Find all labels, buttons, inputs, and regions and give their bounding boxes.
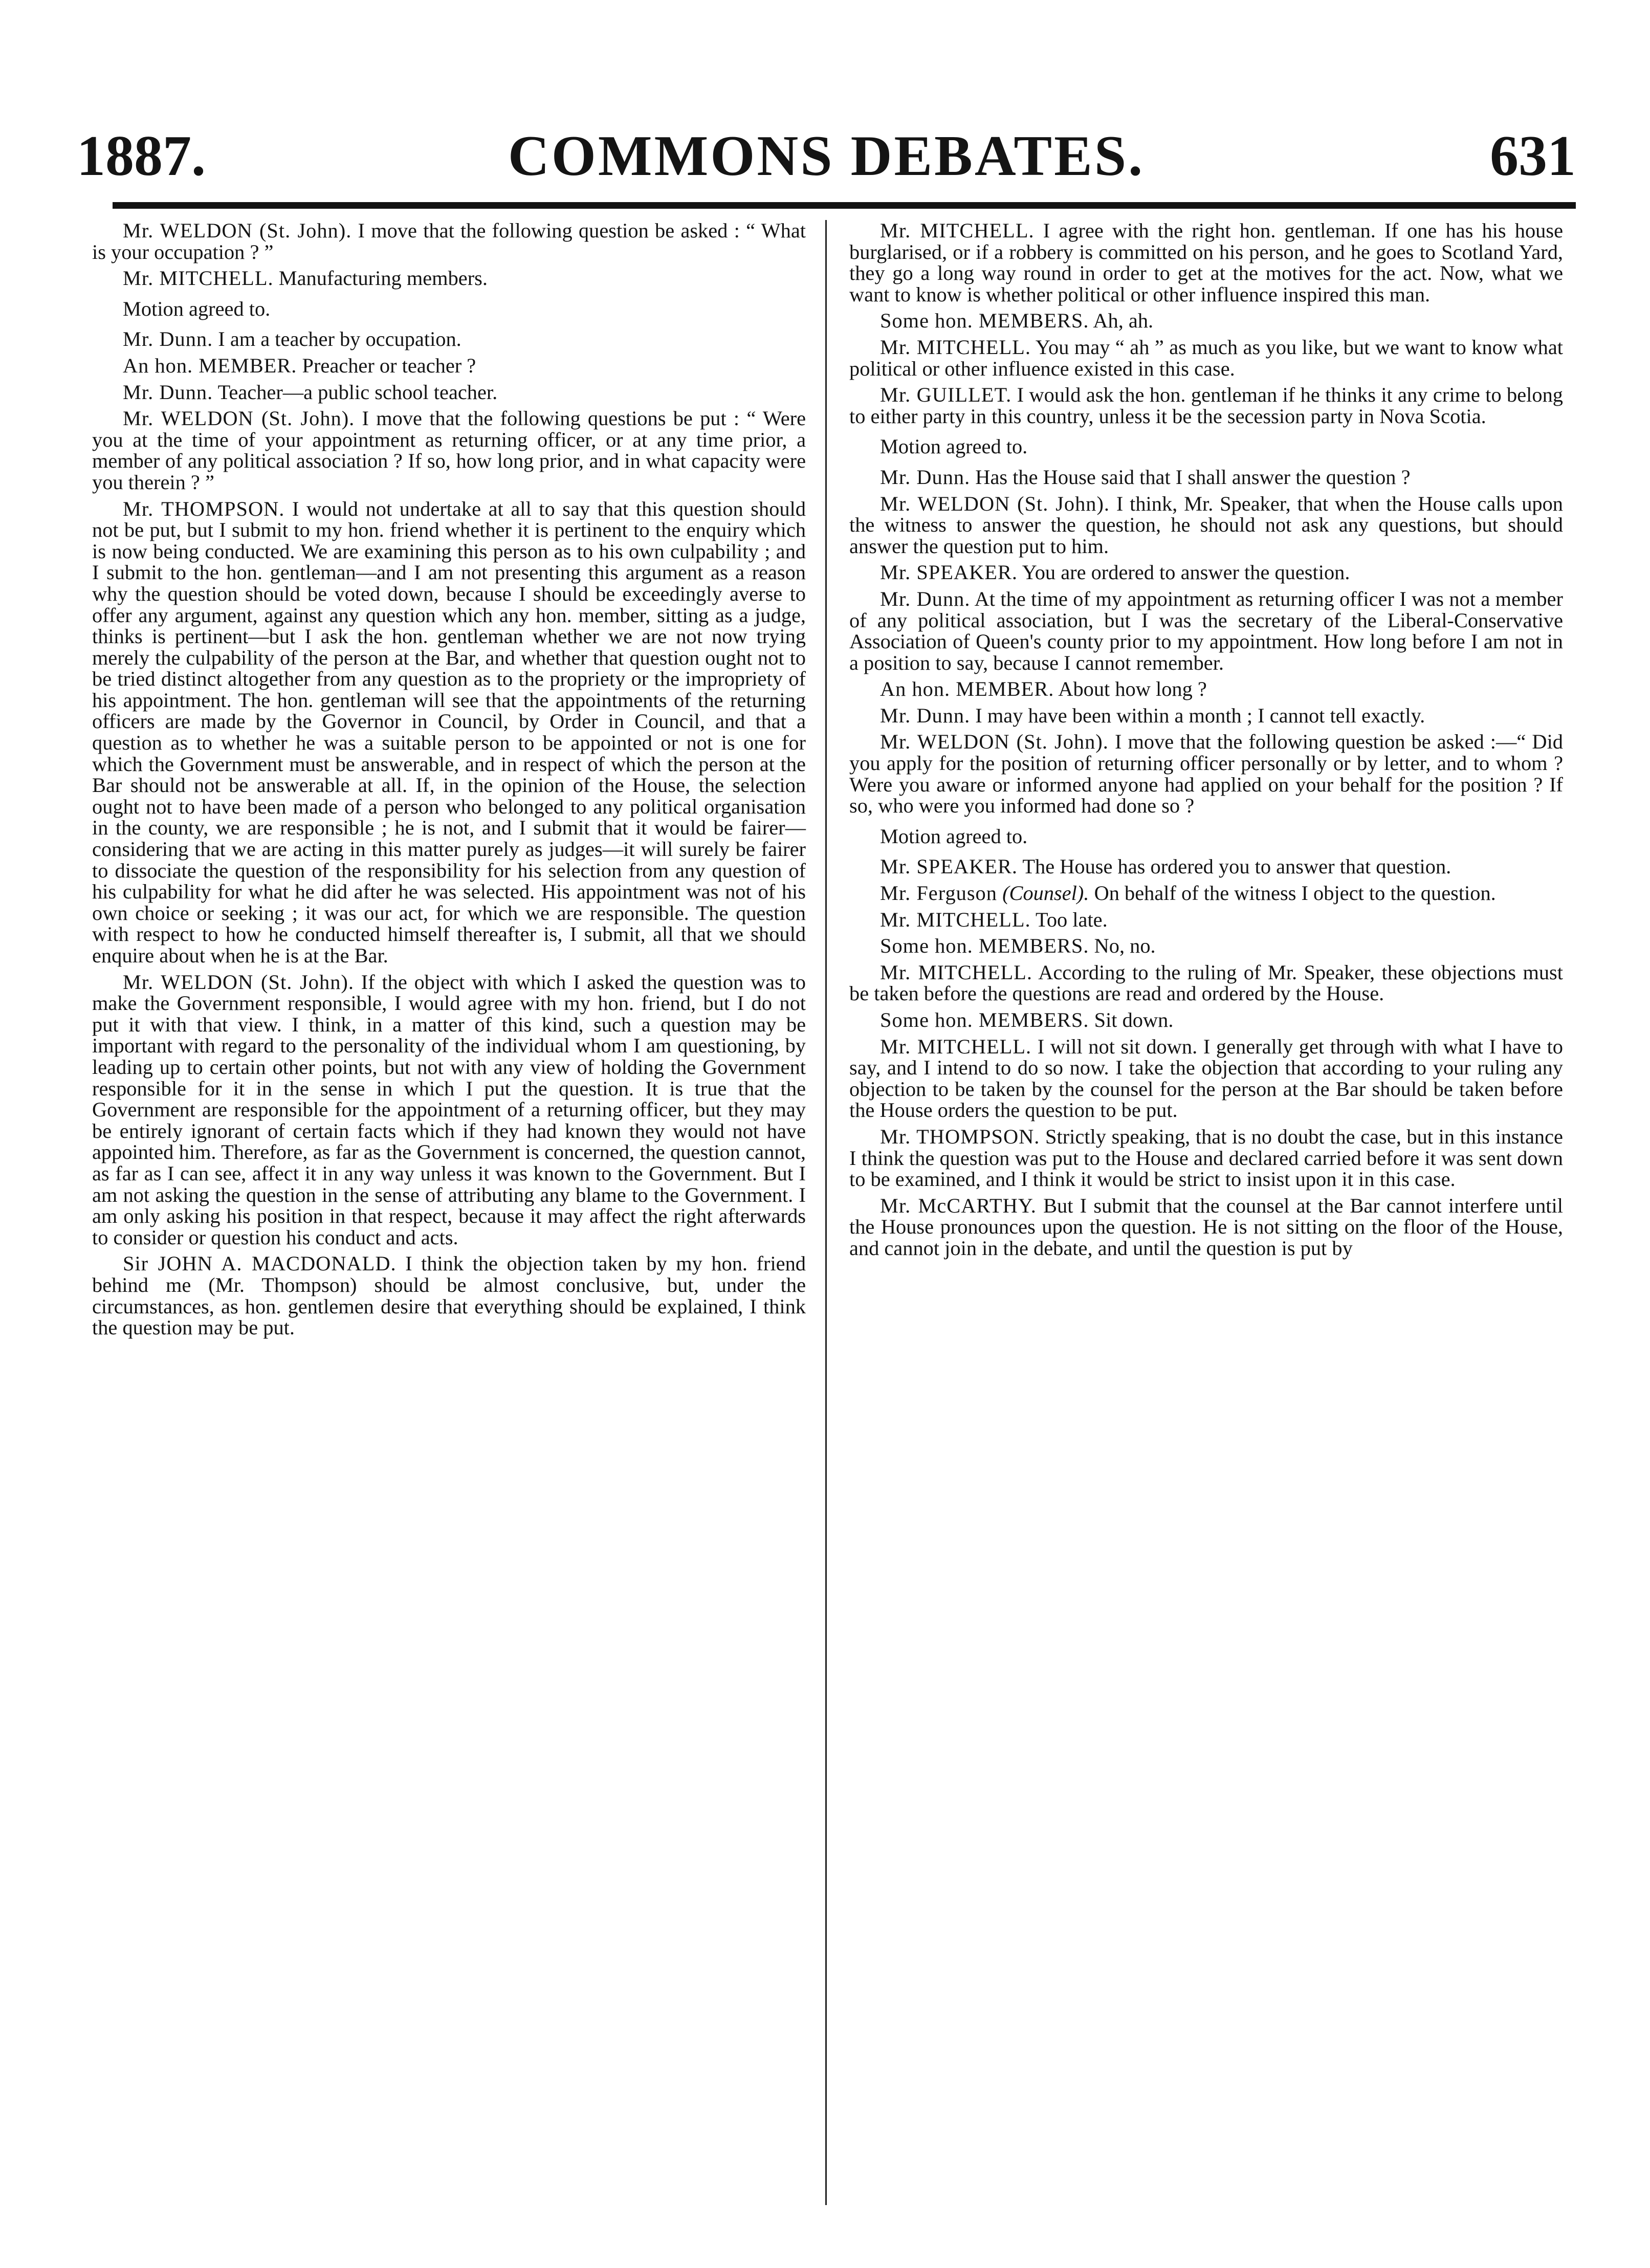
speech-text: You may “ ah ” as much as you like, but we want to know what political or other influence existed in this case. <box>849 335 1563 380</box>
debate-paragraph <box>92 498 806 966</box>
debate-paragraph <box>849 935 1563 957</box>
debate-paragraph <box>849 310 1563 332</box>
speech-text: The House has ordered you to answer that question. <box>1022 855 1451 878</box>
speaker-name: Sir JOHN A. MACDONALD. <box>123 1252 397 1275</box>
debate-paragraph <box>92 268 806 289</box>
debate-paragraph <box>849 1195 1563 1259</box>
speech-text: Motion agreed to. <box>123 297 271 320</box>
header-page-number: 631 <box>1490 124 1576 188</box>
speech-text: Motion agreed to. <box>880 435 1028 458</box>
speech-text: I think the objection taken by my hon. friend behind me (Mr. Thompson) should be almost conclusive, but, under the circumstances, as hon. gentlemen desire that everything should be explained, I think the question may be put. <box>92 1252 806 1339</box>
speaker-name: Mr. SPEAKER. <box>880 561 1018 584</box>
speech-text: Motion agreed to. <box>880 824 1028 848</box>
speaker-name: Mr. MITCHELL. <box>880 908 1031 931</box>
speaker-name: Mr. Dunn. <box>123 380 213 404</box>
left-column <box>92 220 806 1344</box>
speech-text: On behalf of the witness I object to the question. <box>1094 882 1496 905</box>
speech-text: According to the ruling of Mr. Speaker, these objections must be taken before the questions are read and ordered by the House. <box>849 960 1564 1005</box>
speaker-name: Mr. WELDON (St. John). <box>880 492 1110 515</box>
speaker-name: Mr. WELDON (St. John). <box>123 219 352 242</box>
speech-text: Preacher or teacher ? <box>302 354 476 377</box>
debate-paragraph <box>849 493 1563 557</box>
speech-text: I am a teacher by occupation. <box>218 327 461 351</box>
column-divider <box>825 220 827 2205</box>
speaker-name: Mr. WELDON (St. John). <box>123 970 354 994</box>
speaker-name: Mr. MITCHELL. <box>880 335 1031 359</box>
debate-paragraph <box>92 1253 806 1338</box>
speech-text: I will not sit down. I generally get through with what I have to say, and I intend to do so now. I take the objection that according to your ruling any objection to be taken by the counsel for the person at the Bar should be taken before the House orders the question to be put. <box>849 1034 1563 1122</box>
debate-paragraph <box>849 856 1563 877</box>
speaker-note: (Counsel). <box>1002 882 1089 905</box>
debate-paragraph <box>849 467 1563 488</box>
debate-paragraph <box>849 883 1563 904</box>
speech-text: I move that the following questions be put : “ Were you at the time of your appointment as returning officer, or at any time prior, a member of any political association ? If so, how long prior, and in what capacity were you therein ? ” <box>92 407 806 494</box>
speaker-name: Mr. Dunn. <box>880 703 971 727</box>
debate-paragraph <box>849 588 1563 673</box>
speaker-name: Mr. McCARTHY. <box>880 1194 1037 1217</box>
debate-paragraph <box>849 705 1563 726</box>
speech-text: I agree with the right hon. gentleman. If one has his house burglarised, or if a robbery is committed on his person, and he goes to Scotland Yard, they go a long way round in order to get at the motives for the act. Now, what we want to know is whether political or other influence inspired this man. <box>849 219 1564 306</box>
speech-text: I may have been within a month ; I cannot tell exactly. <box>975 703 1425 727</box>
speech-text: Sit down. <box>1094 1008 1174 1031</box>
header-year: 1887. <box>77 124 206 188</box>
speech-text: I move that the following question be asked : “ What is your occupation ? ” <box>92 219 806 263</box>
speech-text: Too late. <box>1035 908 1108 931</box>
speaker-name: Mr. THOMPSON. <box>880 1125 1040 1148</box>
speech-text: I would not undertake at all to say that this question should not be put, but I submit to my hon. friend whether it is pertinent to the enquiry which is now being conducted. We are examining this person as to his own culpability ; and I submit to the hon. gentleman—and I am not presenting this argument as a reason why the question should be voted down, because I should be exceedingly averse to offer any argument, against any question which any hon. member, sitting as a judge, thinks is pertinent—but I ask the hon. gentleman whether we are not now trying merely the culpability of the person at the Bar, and whether that question ought not to be tried distinct altogether from any question as to the propriety or the impropriety of his appointment. The hon. gentleman will see that the appointments of the returning officers are made by the Governor in Council, by Order in Council, and that a question as to whether he was a suitable person to be appointed or not is one for which the Government must be answerable, and in respect of which the person at the Bar should not be answerable at all. If, in the opinion of the House, the selection ought not to have been made of a person who belonged to any political organisation in the county, we are responsible ; he is not, and I submit that it would be fairer—considering that we are acting in this matter purely as judges—it will surely be fairer to dissociate the question of the responsibility for his selection from any question of his culpability for what he did after he was selected. His appointment was not of his own choice or seeking ; it was our act, for which we are responsible. The question with respect to how he conducted himself thereafter is, I submit, all that we should enquire about when he is at the Bar. <box>92 497 806 967</box>
speaker-name: Mr. Dunn. <box>880 465 971 489</box>
debate-paragraph <box>849 1009 1563 1031</box>
speaker-name: Mr. MITCHELL. <box>123 267 274 290</box>
debate-paragraph <box>849 337 1563 379</box>
speech-text: I would ask the hon. gentleman if he thinks it any crime to belong to either party in this country, unless it be the secession party in Nova Scotia. <box>849 383 1563 428</box>
debate-paragraph <box>849 731 1563 816</box>
speaker-name: Mr. MITCHELL. <box>880 960 1032 984</box>
speech-text: Strictly speaking, that is no doubt the case, but in this instance I think the question was put to the House and declared carried before it was sent down to be examined, and I think it would be strict to insist upon it in this case. <box>849 1125 1563 1191</box>
speaker-name: Mr. SPEAKER. <box>880 855 1018 878</box>
debate-paragraph <box>849 678 1563 700</box>
speaker-name: Mr. THOMPSON. <box>123 497 285 520</box>
debate-paragraph <box>849 962 1563 1004</box>
right-column <box>849 220 1563 1264</box>
speech-text: I move that the following question be asked :—“ Did you apply for the position of returning officer personally or by letter, and to whom ? Were you aware or informed anyone had applied on your behalf for the position ? If so, who were you informed had done so ? <box>849 730 1563 818</box>
debate-paragraph <box>849 562 1563 583</box>
debate-paragraph <box>92 382 806 403</box>
debate-paragraph <box>92 355 806 377</box>
speaker-name: Some hon. MEMBERS. <box>880 1008 1089 1031</box>
debate-paragraph <box>92 328 806 350</box>
speaker-name: Some hon. MEMBERS. <box>880 309 1089 333</box>
speech-text: No, no. <box>1094 934 1156 958</box>
speech-text: At the time of my appointment as returning officer I was not a member of any political association, but I was the secretary of the Liberal-Conservative Association of Queen's county prior to my appointment. How long before I am not in a position to say, because I cannot remember. <box>849 587 1563 674</box>
speech-text: Manufacturing members. <box>278 267 488 290</box>
speaker-name: An hon. MEMBER. <box>880 677 1054 701</box>
speech-text: Has the House said that I shall answer the question ? <box>975 465 1411 489</box>
debate-paragraph <box>92 220 806 262</box>
speech-text: About how long ? <box>1058 677 1207 701</box>
speech-text: You are ordered to answer the question. <box>1022 561 1350 584</box>
debate-paragraph <box>92 972 806 1248</box>
speaker-name: Mr. MITCHELL. <box>880 1034 1032 1058</box>
page-header <box>77 118 1576 194</box>
speaker-name: Some hon. MEMBERS. <box>880 934 1089 958</box>
debate-paragraph <box>92 408 806 493</box>
speech-text: Teacher—a public school teacher. <box>217 380 498 404</box>
debate-paragraph <box>849 436 1563 457</box>
debate-paragraph <box>849 384 1563 427</box>
speech-text: I think, Mr. Speaker, that when the House calls upon the witness to answer the question, he should not ask any questions, but should answer the question put to him. <box>849 492 1564 558</box>
debate-paragraph <box>849 1036 1563 1121</box>
debate-paragraph <box>849 909 1563 931</box>
speaker-name: Mr. Dunn. <box>123 327 213 351</box>
debate-paragraph <box>92 298 806 320</box>
header-title: COMMONS DEBATES. <box>508 124 1145 188</box>
speech-text: If the object with which I asked the question was to make the Government responsible, I would agree with my hon. friend, but I do not put it with that view. I think, in a matter of this kind, such a question may be important with regard to the personality of the individual whom I am questioning, by leading up to certain other points, but not with any view of holding the Government responsible for it in the sense in which I put the question. It is true that the Government are responsible for the appointment of a returning officer, but they may be entirely ignorant of certain facts which if they had known they would not have appointed him. Therefore, as far as the Government is concerned, the question cannot, as far as I can see, affect it in any way unless it was known to the Government. But I am not asking the question in the sense of attributing any blame to the Government. I am only asking his position in that respect, because it may affect the right afterwards to consider or question his conduct and acts. <box>92 970 806 1249</box>
debate-paragraph <box>849 1126 1563 1190</box>
debate-paragraph <box>849 826 1563 847</box>
debate-paragraph <box>849 220 1563 305</box>
speech-text: Ah, ah. <box>1093 309 1154 333</box>
speaker-name: Mr. Dunn. <box>880 587 971 610</box>
speaker-name: Mr. WELDON (St. John). <box>880 730 1109 754</box>
header-rule <box>113 202 1576 209</box>
speaker-name: Mr. GUILLET. <box>880 383 1012 407</box>
speech-text: But I submit that the counsel at the Bar cannot interfere until the House pronounces upon the question. He is not sitting on the floor of the House, and cannot join in the debate, and until the question is put by <box>849 1194 1563 1260</box>
speaker-name: Mr. WELDON (St. John). <box>123 407 355 430</box>
speaker-name: Mr. Ferguson <box>880 882 997 905</box>
speaker-name: An hon. MEMBER. <box>123 354 297 377</box>
speaker-name: Mr. MITCHELL. <box>880 219 1035 242</box>
